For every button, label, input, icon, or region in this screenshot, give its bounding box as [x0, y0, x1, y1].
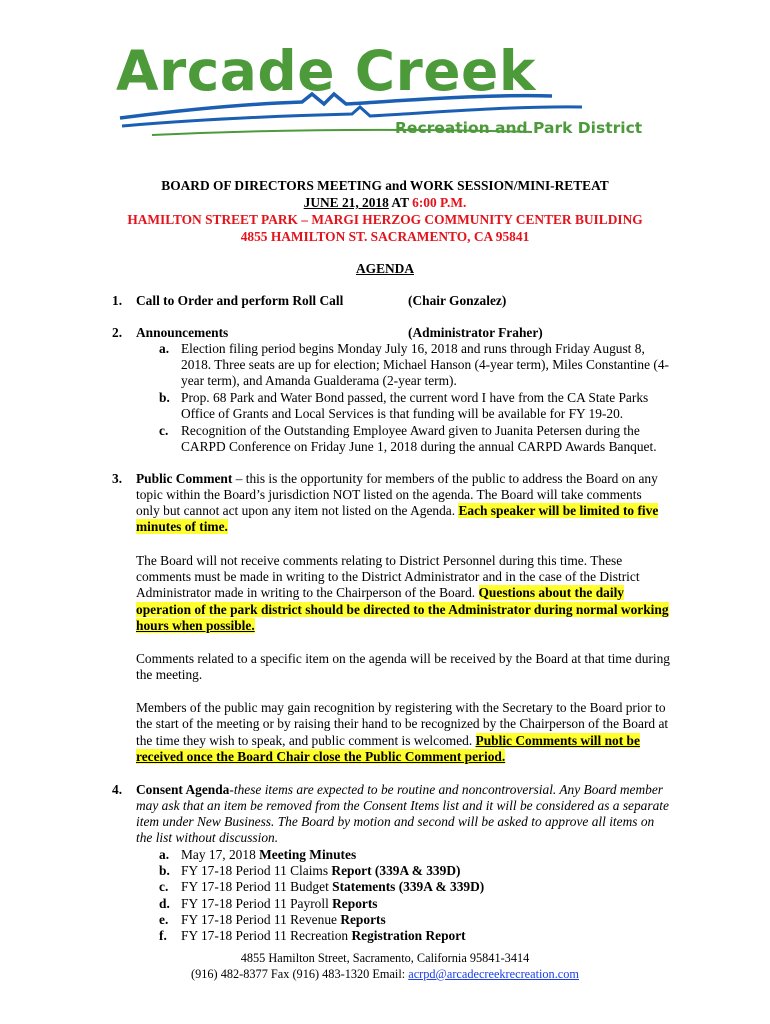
consent-item-text: FY 17-18 Period 11 Budget [181, 879, 333, 894]
consent-item-bold: Statements (339A & 339D) [332, 879, 485, 894]
item-3-line [136, 618, 255, 635]
footer-phone: (916) 482-8377 Fax (916) 483-1320 Email: [191, 967, 409, 981]
item-2b-line: Office of Grants and Local Services is that funding will be available for FY 19-20. [181, 406, 624, 421]
item-4-text: item under New Business. The Board by motion and second will be asked to approve all items on [136, 814, 655, 829]
consent-item [181, 879, 484, 896]
consent-item-label: f. [159, 928, 167, 943]
item-3-title: Public Comment [136, 471, 233, 486]
agenda-heading: AGENDA [355, 261, 415, 276]
item-2c-label: c. [159, 423, 169, 438]
logo-subtitle: Recreation and Park District [395, 119, 643, 137]
consent-item [181, 912, 386, 929]
item-4-number: 4. [112, 782, 123, 797]
meeting-title: BOARD OF DIRECTORS MEETING and WORK SESSION/MINI-RETEAT [161, 178, 609, 193]
item-1-number: 1. [112, 293, 123, 308]
meeting-datetime [0, 195, 770, 211]
consent-item-bold: Registration Report [351, 928, 466, 943]
item-2a-line: year term), and Amanda Gualderama (2-year term). [181, 373, 457, 388]
item-3-text: Administrator made in writing to the Chairperson of the Board. [136, 585, 479, 600]
consent-item-text: FY 17-18 Period 11 Revenue [181, 912, 341, 927]
item-3-text: the meeting. [136, 667, 203, 682]
item-4-text: the list without discussion. [136, 830, 279, 845]
item-2a-line: 2018. Three seats are up for election; Michael Hanson (4-year term), Miles Constantine (4- [181, 357, 669, 372]
consent-item-text: May 17, 2018 [181, 847, 260, 862]
item-2-number: 2. [112, 325, 123, 340]
consent-item [181, 863, 460, 880]
consent-item-label: e. [159, 912, 169, 927]
item-3-text: topic within the Board’s jurisdiction NOT listed on the agenda. The Board will take comments [136, 487, 642, 502]
item-2c-line: Recognition of the Outstanding Employee Award given to Juanita Petersen during the [181, 423, 640, 438]
item-2b-line: Prop. 68 Park and Water Bond passed, the current word I have from the CA State Parks [181, 390, 649, 405]
item-3-line [136, 585, 624, 602]
consent-item-label: b. [159, 863, 170, 878]
footer-address: 4855 Hamilton Street, Sacramento, California 95841-3414 [240, 951, 530, 965]
item-3-text: only but cannot act upon any item not listed on the Agenda. [136, 503, 459, 518]
consent-item [181, 928, 466, 945]
consent-item [181, 847, 356, 864]
meeting-address: 4855 HAMILTON ST. SACRAMENTO, CA 95841 [240, 229, 530, 244]
item-3-highlight: minutes of time. [136, 519, 228, 534]
item-3-highlight: hours when possible. [136, 618, 255, 633]
meeting-date: JUNE 21, 2018 [303, 195, 389, 210]
consent-item [181, 896, 378, 913]
item-3-text: – this is the opportunity for members of the public to address the Board on any [232, 471, 658, 486]
meeting-time: 6:00 P.M. [412, 195, 467, 210]
consent-item-label: a. [159, 847, 170, 862]
item-3-text: comments must be made in writing to the District Administrator and in the case of the District [136, 569, 640, 584]
item-3-text: the start of the meeting or by raising their hand to be recognized by the Chairperson of the Board at [136, 716, 669, 731]
meeting-at: AT [388, 195, 413, 210]
item-4-line [136, 782, 663, 799]
item-3-line [136, 503, 658, 520]
item-1-lead: (Chair Gonzalez) [408, 293, 507, 308]
footer-contact [0, 966, 770, 983]
item-3-text: Members of the public may gain recognition by registering with the Secretary to the Board prior to [136, 700, 666, 715]
meeting-location: HAMILTON STREET PARK – MARGI HERZOG COMMUNITY CENTER BUILDING [127, 212, 643, 227]
item-2-lead: (Administrator Fraher) [408, 325, 543, 340]
item-3-highlight: Public Comments will not be [475, 733, 640, 748]
footer-email-link[interactable]: acrpd@arcadecreekrecreation.com [408, 967, 579, 981]
consent-item-label: d. [159, 896, 170, 911]
item-3-line [136, 519, 228, 536]
item-3-line [136, 733, 640, 750]
item-3-highlight: Questions about the daily [478, 585, 624, 600]
item-2-title: Announcements [136, 325, 229, 340]
item-2a-line: Election filing period begins Monday July 16, 2018 and runs through Friday August 8, [181, 341, 645, 356]
item-1-title: Call to Order and perform Roll Call [136, 293, 344, 308]
consent-item-text: FY 17-18 Period 11 Payroll [181, 896, 333, 911]
item-2a-label: a. [159, 341, 170, 356]
consent-item-label: c. [159, 879, 169, 894]
consent-item-bold: Reports [340, 912, 386, 927]
consent-item-text: FY 17-18 Period 11 Claims [181, 863, 332, 878]
item-3-line [136, 749, 505, 766]
item-4-title: Consent Agenda [136, 782, 230, 797]
item-3-text: the time they wish to speak, and public comment is welcomed. [136, 733, 476, 748]
item-3-text: Comments related to a specific item on the agenda will be received by the Board at that time during [136, 651, 670, 666]
item-2b-label: b. [159, 390, 170, 405]
consent-item-text: FY 17-18 Period 11 Recreation [181, 928, 352, 943]
item-2c-line: CARPD Conference on Friday June 1, 2018 during the annual CARPD Awards Banquet. [181, 439, 657, 454]
consent-item-bold: Meeting Minutes [259, 847, 357, 862]
item-4-text: -these items are expected to be routine and noncontroversial. Any Board member [229, 782, 663, 797]
item-3-highlight: received once the Board Chair close the Public Comment period. [136, 749, 506, 764]
item-3-highlight: Each speaker will be limited to five [458, 503, 659, 518]
consent-item-bold: Report (339A & 339D) [331, 863, 461, 878]
item-3-highlight: operation of the park district should be directed to the Administrator during normal working [136, 602, 669, 617]
district-logo [112, 39, 643, 140]
item-3-line [136, 602, 669, 619]
item-4-text: may ask that an item be removed from the Consent Items list and it will be considered as a separate [136, 798, 669, 813]
item-3-line [136, 471, 658, 488]
logo-title: Arcade Creek [116, 39, 536, 103]
item-3-number: 3. [112, 471, 123, 486]
consent-item-bold: Reports [332, 896, 378, 911]
item-3-text: The Board will not receive comments relating to District Personnel during this time. These [136, 553, 623, 568]
